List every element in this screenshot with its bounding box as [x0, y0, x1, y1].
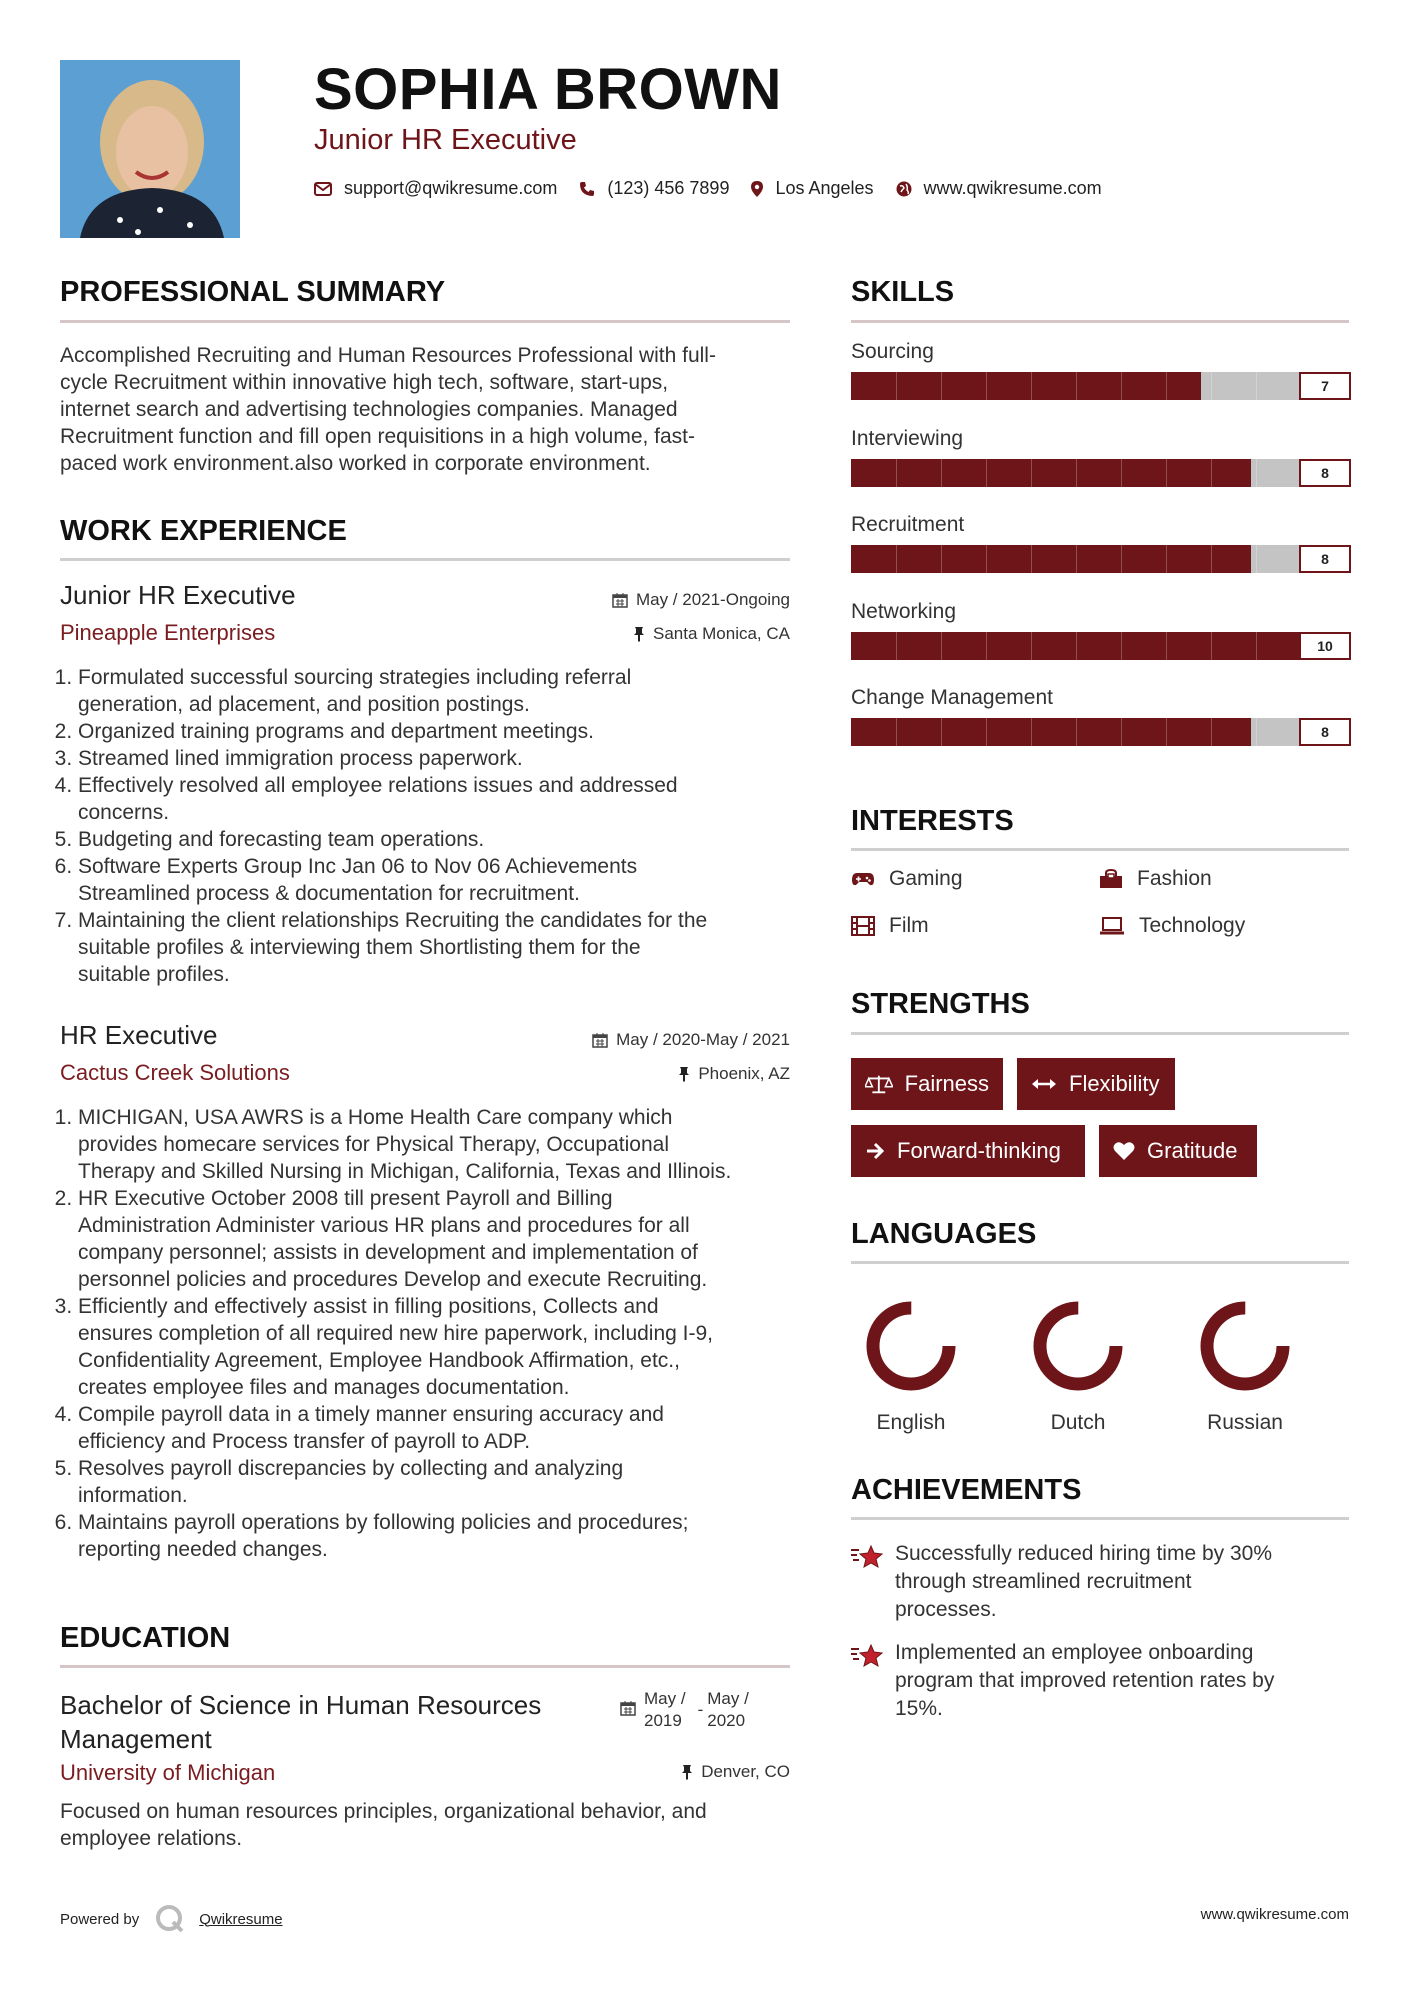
skills-heading: SKILLS [851, 276, 955, 308]
language-gauge [861, 1296, 961, 1396]
skill-bar-segment [1121, 718, 1122, 746]
degree-line: Bachelor of Science in Human Resources [60, 1690, 542, 1720]
job-date-text: May / 2021-Ongoing [635, 590, 790, 609]
skill-name: Change Management [851, 686, 1053, 709]
skill-bar-segment [1031, 632, 1032, 660]
duty-line: generation, ad placement, and position postings. [78, 693, 530, 716]
map-pin-icon [751, 181, 763, 197]
skill-bar-segment [941, 545, 942, 573]
duty-line: 7. Maintaining the client relationships Recruiting the candidates for the [78, 909, 708, 932]
candidate-name: SOPHIA BROWN [314, 57, 782, 122]
job-place [500, 1064, 790, 1084]
list-item [78, 1455, 818, 1509]
job-date [500, 1030, 790, 1050]
duty-line: Administration Administer various HR plans and procedures for all [78, 1214, 690, 1237]
brand-link[interactable]: Qwikresume [199, 1910, 283, 1928]
skill-bar-segment [1256, 372, 1257, 400]
duty-line: Therapy and Skilled Nursing in Michigan, California, Texas and Illinois. [78, 1160, 732, 1183]
list-item [78, 826, 818, 853]
summary-line: internet search and advertising technologies companies. Managed [60, 398, 678, 421]
language-gauge-arc [1207, 1308, 1283, 1384]
achievement-text [895, 1540, 1272, 1624]
skill-bar-segment [896, 545, 897, 573]
school-place [500, 1762, 790, 1782]
duty-line: 6. Maintains payroll operations by following policies and procedures; [78, 1511, 689, 1534]
job-title: HR Executive [60, 1020, 218, 1050]
duty-line: efficiency and Process transfer of payroll to ADP. [78, 1430, 531, 1453]
skill-bar-segment [941, 459, 942, 487]
duty-line: information. [78, 1484, 188, 1507]
duty-line: suitable profiles & interviewing them Shortlisting them for the [78, 936, 641, 959]
strength-tag [1099, 1125, 1257, 1177]
summary-line: paced work environment.also worked in corporate environment. [60, 452, 651, 475]
strength-tag [851, 1058, 1003, 1110]
language-gauge-arc [873, 1308, 949, 1384]
duty-line: Confidentiality Agreement, Employee Handbook Affirmation, etc., [78, 1349, 680, 1372]
powered-by-text: Powered by [60, 1910, 140, 1928]
job-duties [60, 1104, 818, 1563]
medal-star-icon [851, 1544, 883, 1570]
strength-label: Gratitude [1147, 1138, 1238, 1163]
skill-bar-segment [1256, 632, 1257, 660]
language-gauge [1195, 1296, 1295, 1396]
skill-bar-segment [1211, 718, 1212, 746]
language-gauge [1028, 1296, 1128, 1396]
interests-divider [851, 848, 1349, 851]
list-item [78, 1401, 818, 1455]
start-month: May / [644, 1689, 686, 1708]
email-text: support@qwikresume.com [344, 178, 558, 198]
language-name: English [876, 1411, 946, 1434]
skill-bar-segment [1166, 632, 1167, 660]
strength-tag [1017, 1058, 1175, 1110]
job-place-text: Santa Monica, CA [652, 624, 790, 643]
interests-heading: INTERESTS [851, 805, 1014, 837]
skill-bar-segment [1076, 718, 1077, 746]
skill-bar-segment [1121, 459, 1122, 487]
skill-bar-segment [1211, 459, 1212, 487]
skill-bar-segment [1211, 545, 1212, 573]
interest-label: Fashion [1137, 867, 1212, 890]
school-name: University of Michigan [60, 1760, 276, 1785]
achievement-line: Successfully reduced hiring time by 30% [895, 1542, 1273, 1565]
skill-level-badge: 8 [1299, 545, 1351, 573]
skill-bar-segment [1166, 718, 1167, 746]
film-icon [851, 916, 875, 936]
skill-bar-segment [1211, 372, 1212, 400]
pin-icon [633, 626, 645, 642]
phone-text: (123) 456 7899 [607, 178, 730, 198]
summary-text [60, 342, 800, 477]
skill-bar-segment [1256, 718, 1257, 746]
medal-star-icon [851, 1643, 883, 1669]
list-item [78, 1185, 818, 1293]
shopping-bag-icon [1099, 869, 1123, 889]
language-name: Russian [1207, 1411, 1283, 1434]
duty-line: 5. Budgeting and forecasting team operations. [78, 828, 485, 851]
achievement-line: 15%. [895, 1697, 943, 1720]
skill-bar-segment [1121, 632, 1122, 660]
candidate-title: Junior HR Executive [314, 124, 577, 156]
skill-bar-segment [896, 372, 897, 400]
phone-icon [579, 181, 595, 197]
skill-item [851, 600, 1351, 660]
summary-divider [60, 320, 790, 323]
contact-location [751, 178, 873, 199]
job-date-text: May / 2020-May / 2021 [616, 1030, 790, 1049]
job-company: Pineapple Enterprises [60, 620, 276, 645]
list-item [78, 1104, 818, 1185]
duty-line: provides homecare services for Physical Therapy, Occupational [78, 1133, 669, 1156]
education-description [60, 1798, 800, 1852]
degree-line: Management [60, 1724, 212, 1754]
strength-label: Flexibility [1069, 1071, 1160, 1096]
skill-bar-segment [1031, 459, 1032, 487]
skill-bar-segment [1166, 545, 1167, 573]
achievement-line: Implemented an employee onboarding [895, 1641, 1254, 1664]
skill-bar-fill [851, 372, 1201, 400]
pin-icon [678, 1066, 690, 1082]
skill-bar-segment [941, 372, 942, 400]
skill-name: Networking [851, 599, 957, 623]
summary-line: Recruitment function and fill open requisitions in a high volume, fast- [60, 425, 696, 448]
skill-bar-segment [1166, 372, 1167, 400]
skill-bar-segment [1031, 718, 1032, 746]
skill-bar [851, 632, 1351, 660]
duty-line: company personnel; assists in development and implementation of [78, 1241, 698, 1264]
calendar-icon [592, 1032, 608, 1048]
skill-bar-segment [1256, 459, 1257, 487]
interest-label: Film [889, 914, 929, 937]
language-gauge-arc [1040, 1308, 1116, 1384]
summary-heading: PROFESSIONAL SUMMARY [60, 276, 446, 308]
skill-bar-fill [851, 632, 1351, 660]
list-item [78, 1509, 818, 1563]
skill-bar-segment [896, 718, 897, 746]
gamepad-icon [851, 871, 875, 887]
list-item [78, 745, 818, 772]
skill-level-badge: 10 [1299, 632, 1351, 660]
list-item [78, 1293, 818, 1401]
skill-bar-segment [1166, 459, 1167, 487]
job-title: Junior HR Executive [60, 580, 296, 610]
summary-line: Accomplished Recruiting and Human Resources Professional with full- [60, 344, 716, 367]
skill-bar-fill [851, 545, 1251, 573]
strength-label: Fairness [904, 1071, 989, 1096]
interest-label: Technology [1139, 914, 1246, 937]
language-item [1008, 1296, 1148, 1435]
interest-technology [1099, 914, 1245, 938]
skill-bar-segment [896, 459, 897, 487]
list-item [78, 718, 818, 745]
skill-bar [851, 545, 1351, 573]
skill-bar-segment [941, 718, 942, 746]
calendar-icon [620, 1700, 636, 1716]
achievements-heading: ACHIEVEMENTS [851, 1474, 1082, 1506]
skill-bar-segment [896, 632, 897, 660]
duty-line: 4. Effectively resolved all employee relations issues and addressed [78, 774, 678, 797]
summary-line: cycle Recruitment within innovative high tech, software, start-ups, [60, 371, 669, 394]
strength-tag [851, 1125, 1085, 1177]
achievement-text [895, 1639, 1274, 1723]
balance-scale-icon [865, 1073, 893, 1095]
duty-line: 5. Resolves payroll discrepancies by collecting and analyzing [78, 1457, 624, 1480]
website-text: www.qwikresume.com [923, 178, 1102, 198]
skill-bar-segment [986, 459, 987, 487]
skill-bar-segment [941, 632, 942, 660]
list-item [78, 853, 818, 907]
duty-line: 2. HR Executive October 2008 till present Payroll and Billing [78, 1187, 613, 1210]
contact-bar [314, 178, 1124, 199]
skill-bar-segment [1031, 372, 1032, 400]
duty-line: suitable profiles. [78, 963, 230, 986]
skill-bar-segment [986, 718, 987, 746]
footer-url[interactable]: www.qwikresume.com [1200, 1906, 1349, 1923]
contact-email[interactable] [314, 178, 557, 199]
skill-bar-segment [1076, 459, 1077, 487]
skill-name: Sourcing [851, 340, 934, 363]
skill-bar [851, 372, 1351, 400]
degree-title [60, 1688, 541, 1756]
achievements-divider [851, 1517, 1349, 1520]
interest-label: Gaming [889, 867, 963, 890]
interest-fashion [1099, 867, 1212, 891]
date-separator: - [697, 1700, 704, 1719]
education-divider [60, 1665, 790, 1668]
skill-item [851, 340, 1351, 400]
skills-divider [851, 320, 1349, 323]
work-heading: WORK EXPERIENCE [60, 515, 347, 547]
list-item [78, 664, 818, 718]
education-heading: EDUCATION [60, 1622, 231, 1654]
job-date [500, 590, 790, 610]
skill-name: Recruitment [851, 513, 965, 536]
education-end [707, 1688, 749, 1732]
duty-line: creates employee files and manages documentation. [78, 1376, 570, 1399]
list-item [78, 907, 818, 988]
school-place-text: Denver, CO [701, 1762, 790, 1781]
duty-line: 2. Organized training programs and department meetings. [78, 720, 594, 743]
duty-line: reporting needed changes. [78, 1538, 328, 1561]
job-duties [60, 664, 818, 988]
strengths-heading: STRENGTHS [851, 988, 1030, 1020]
job-company: Cactus Creek Solutions [60, 1060, 290, 1085]
skill-bar-segment [1076, 632, 1077, 660]
location-text: Los Angeles [775, 178, 874, 198]
globe-icon [896, 181, 912, 197]
footer-powered [60, 1904, 283, 1934]
profile-photo [60, 60, 240, 238]
end-year: 2020 [707, 1711, 746, 1730]
skill-item [851, 427, 1351, 487]
duty-line: personnel policies and procedures Develop and execute Recruiting. [78, 1268, 708, 1291]
start-year: 2019 [644, 1711, 682, 1730]
duty-line: 1. Formulated successful sourcing strategies including referral [78, 666, 632, 689]
job-place-text: Phoenix, AZ [698, 1064, 790, 1083]
end-month: May / [707, 1689, 749, 1708]
skill-level-badge: 7 [1299, 372, 1351, 400]
skill-bar-segment [986, 632, 987, 660]
contact-phone[interactable] [579, 178, 729, 199]
skill-bar-segment [1031, 545, 1032, 573]
strengths-divider [851, 1032, 1349, 1035]
achievement-line: processes. [895, 1598, 997, 1621]
skill-bar-fill [851, 718, 1251, 746]
skill-bar [851, 718, 1351, 746]
qwikresume-logo-icon [155, 1904, 185, 1934]
contact-website[interactable] [896, 178, 1102, 199]
skill-level-badge: 8 [1299, 459, 1351, 487]
languages-divider [851, 1261, 1349, 1264]
skill-bar-segment [1076, 372, 1077, 400]
skill-bar [851, 459, 1351, 487]
languages-heading: LANGUAGES [851, 1218, 1037, 1250]
pin-icon [681, 1764, 693, 1780]
skill-bar-segment [1121, 545, 1122, 573]
skill-level-badge: 8 [1299, 718, 1351, 746]
skill-bar-segment [1256, 545, 1257, 573]
skill-bar-segment [1121, 372, 1122, 400]
duty-line: 6. Software Experts Group Inc Jan 06 to Nov 06 Achievements [78, 855, 638, 878]
education-dates [620, 1688, 749, 1732]
strength-label: Forward-thinking [897, 1138, 1061, 1163]
skill-bar-segment [1076, 545, 1077, 573]
skill-bar-fill [851, 459, 1251, 487]
list-item [78, 772, 818, 826]
calendar-icon [612, 592, 628, 608]
interest-gaming [851, 867, 963, 891]
arrows-horizontal-icon [1031, 1077, 1057, 1091]
achievement-line: through streamlined recruitment [895, 1570, 1192, 1593]
achievement-item [851, 1540, 1351, 1624]
skill-bar-segment [986, 372, 987, 400]
laptop-icon [1099, 917, 1125, 935]
duty-line: 3. Streamed lined immigration process paperwork. [78, 747, 523, 770]
language-name: Dutch [1050, 1411, 1106, 1434]
skill-bar-segment [1211, 632, 1212, 660]
duty-line: ensures completion of all required new hire paperwork, including I-9, [78, 1322, 714, 1345]
duty-line: 4. Compile payroll data in a timely manner ensuring accuracy and [78, 1403, 664, 1426]
interest-film [851, 914, 929, 938]
achievement-item [851, 1639, 1351, 1723]
envelope-icon [314, 182, 332, 196]
skill-name: Interviewing [851, 426, 964, 450]
skill-bar-segment [986, 545, 987, 573]
duty-line: 3. Efficiently and effectively assist in filling positions, Collects and [78, 1295, 659, 1318]
education-desc-line: employee relations. [60, 1827, 243, 1850]
duty-line: concerns. [78, 801, 170, 824]
language-item [1175, 1296, 1315, 1435]
education-desc-line: Focused on human resources principles, organizational behavior, and [60, 1800, 707, 1823]
education-start [644, 1688, 686, 1732]
heart-icon [1113, 1141, 1135, 1161]
job-place [500, 624, 790, 644]
duty-line: Streamlined process & documentation for recruitment. [78, 882, 580, 905]
arrow-right-icon [865, 1141, 885, 1161]
skill-item [851, 686, 1351, 746]
work-divider [60, 558, 790, 561]
language-item [841, 1296, 981, 1435]
duty-line: 1. MICHIGAN, USA AWRS is a Home Health Care company which [78, 1106, 673, 1129]
achievement-line: program that improved retention rates by [895, 1669, 1275, 1692]
skill-item [851, 513, 1351, 573]
